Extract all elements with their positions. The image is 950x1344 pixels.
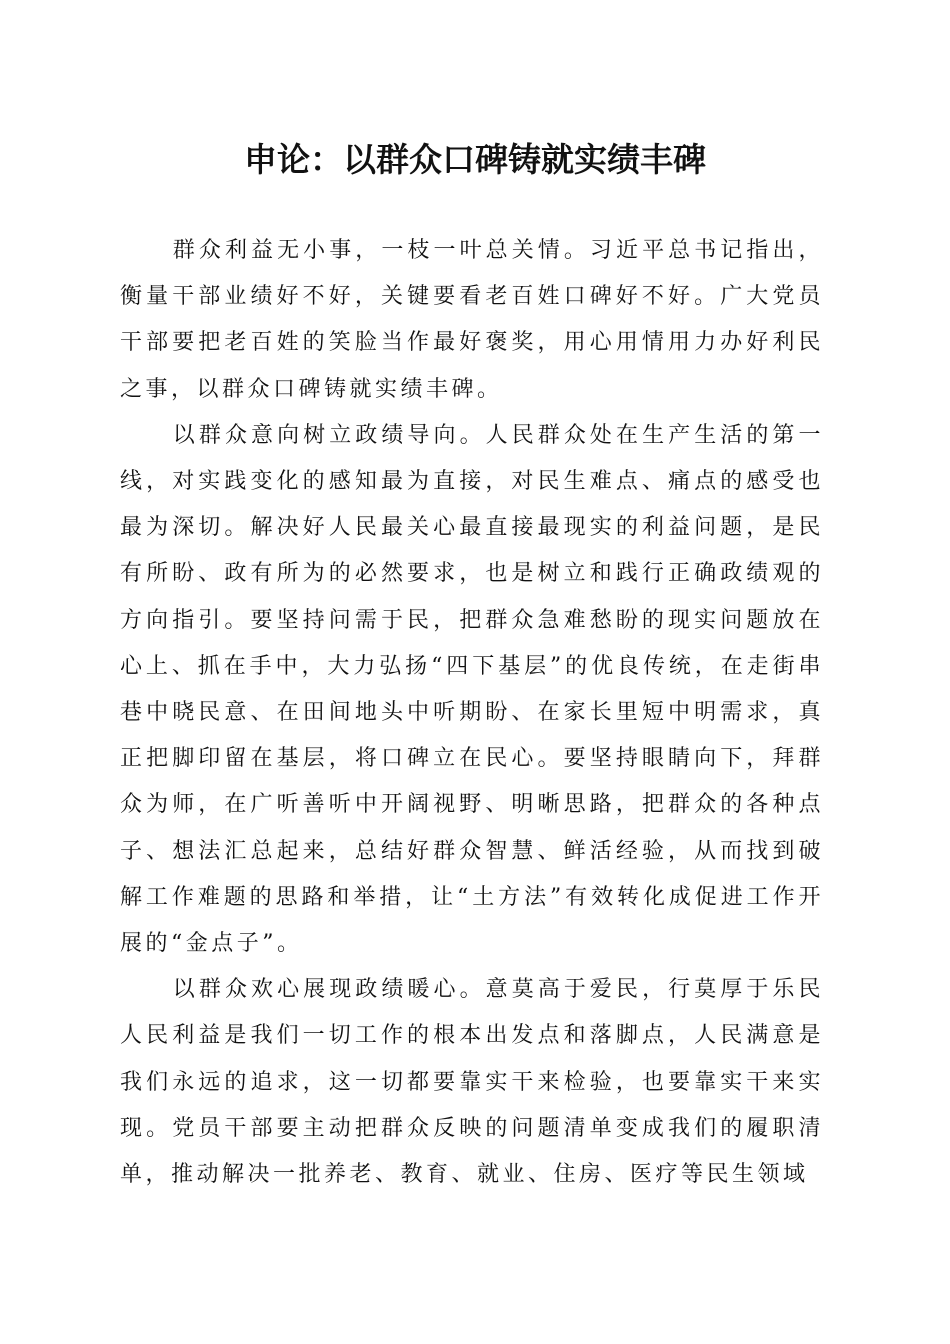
- paragraph-2: 以群众意向树立政绩导向。人民群众处在生产生活的第一线，对实践变化的感知最为直接，对民生难点、痛点的感受也最为深切。解决好人民最关心最直接最现实的利益问题，是民有所盼、政有所为的必然要求，也是树立和践行正确政绩观的方向指引。要坚持问需于民，把群众急难愁盼的现实问题放在心上、抓在手中，大力弘扬“四下基层”的优良传统，在走街串巷中晓民意、在田间地头中听期盼、在家长里短中明需求，真正把脚印留在基层，将口碑立在民心。要坚持眼睛向下，拜群众为师，在广听善听中开阔视野、明晰思路，把群众的各种点子、想法汇总起来，总结好群众智慧、鲜活经验，从而找到破解工作难题的思路和举措，让“土方法”有效转化成促进工作开展的“金点子”。: [120, 422, 824, 957]
- document-title: 申论：以群众口碑铸就实绩丰碑: [244, 140, 706, 179]
- paragraph-1: 群众利益无小事，一枝一叶总关情。习近平总书记指出，衡量干部业绩好不好，关键要看老百姓口碑好不好。广大党员干部要把老百姓的笑脸当作最好褒奖，用心用情用力办好利民之事，以群众口碑铸就实绩丰碑。: [120, 238, 824, 402]
- paragraph-3: 以群众欢心展现政绩暖心。意莫高于爱民，行莫厚于乐民人民利益是我们一切工作的根本出发点和落脚点，人民满意是我们永远的追求，这一切都要靠实干来检验，也要靠实干来实现。党员干部要主动把群众反映的问题清单变成我们的履职清单，推动解决一批养老、教育、就业、住房、医疗等民生领域: [120, 977, 824, 1188]
- document-body: [120, 228, 824, 1198]
